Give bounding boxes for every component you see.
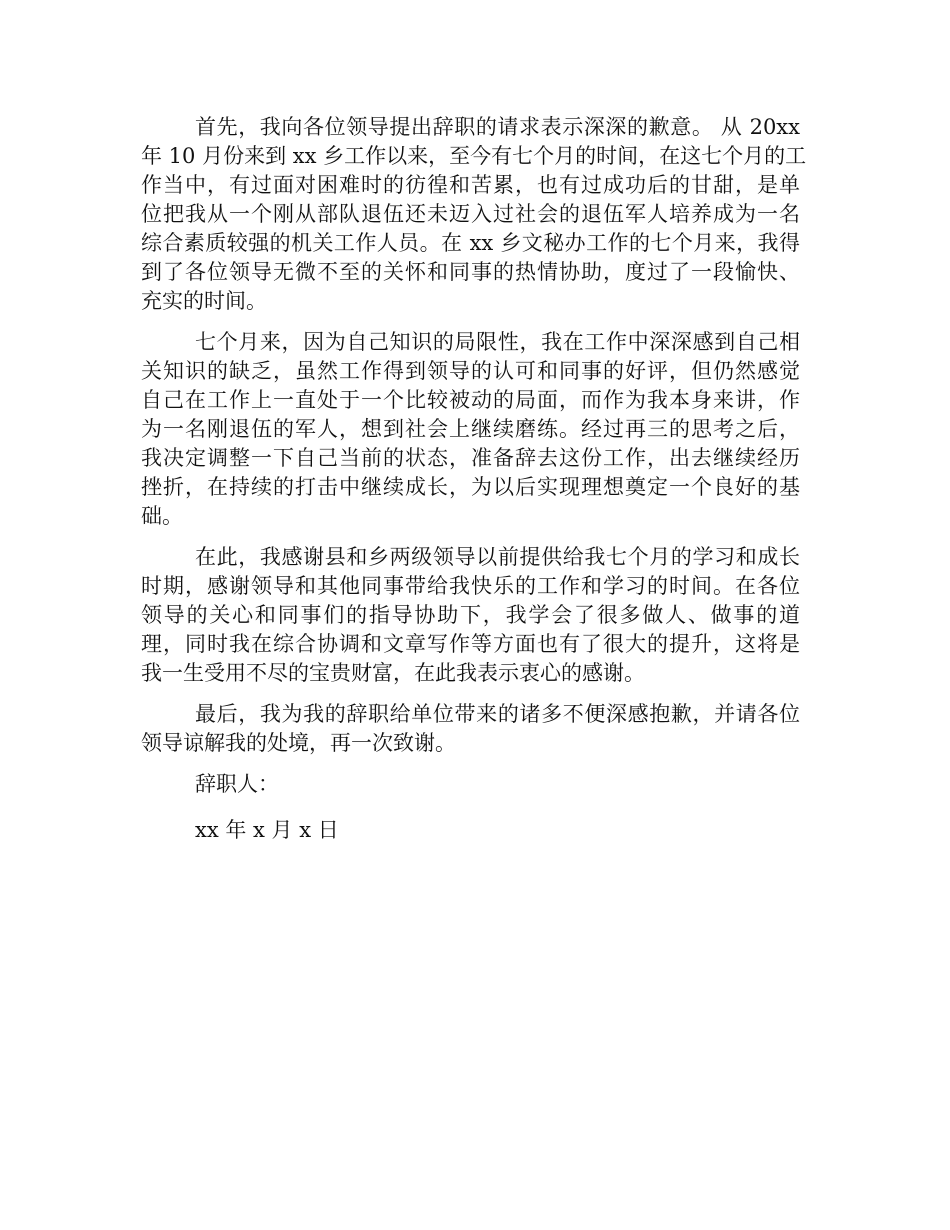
text-line: 充实的时间。 [141, 289, 267, 313]
letter-body [141, 113, 807, 758]
text-line: 础。 [141, 504, 183, 528]
text-line: 领导谅解我的处境，再一次致谢。 [141, 731, 456, 755]
text-line: 为一名刚退伍的军人，想到社会上继续磨练。经过再三的思考之后， [141, 417, 800, 441]
text-line: 最后，我为我的辞职给单位带来的诸多不便深感抱歉，并请各位 [195, 702, 800, 726]
text-line: 领导的关心和同事们的指导协助下，我学会了很多做人、做事的道 [141, 603, 800, 627]
text-line: 自己在工作上一直处于一个比较被动的局面，而作为我本身来讲，作 [141, 388, 800, 412]
text-line: 关知识的缺乏，虽然工作得到领导的认可和同事的好评，但仍然感觉 [141, 359, 800, 383]
letter-date: xx 年 x 月 x 日 [195, 818, 339, 842]
resignation-letter [141, 113, 807, 862]
text-line: 理，同时我在综合协调和文章写作等方面也有了很大的提升，这将是 [141, 632, 800, 656]
text-line: 七个月来，因为自己知识的局限性，我在工作中深深感到自己相 [195, 330, 800, 354]
text-line: 位把我从一个刚从部队退伍还未迈入过社会的退伍军人培养成为一名 [141, 202, 800, 226]
paragraph [141, 113, 807, 316]
text-line: 首先，我向各位领导提出辞职的请求表示深深的歉意。 从 20xx [195, 115, 800, 139]
text-line: 我决定调整一下自己当前的状态，准备辞去这份工作，出去继续经历 [141, 446, 800, 470]
text-line: 到了各位领导无微不至的关怀和同事的热情协助，度过了一段愉快、 [141, 260, 800, 284]
text-line: 作当中，有过面对困难时的彷徨和苦累，也有过成功后的甘甜，是单 [141, 173, 800, 197]
text-line: 年 10 月份来到 xx 乡工作以来，至今有七个月的时间，在这七个月的工 [141, 144, 807, 168]
signature-label: 辞职人： [195, 772, 279, 796]
text-line: 时期，感谢领导和其他同事带给我快乐的工作和学习的时间。在各位 [141, 574, 800, 598]
text-line: 我一生受用不尽的宝贵财富，在此我表示衷心的感谢。 [141, 661, 645, 685]
text-line: 挫折，在持续的打击中继续成长，为以后实现理想奠定一个良好的基 [141, 475, 800, 499]
paragraph [141, 543, 800, 688]
text-line: 综合素质较强的机关工作人员。在 xx 乡文秘办工作的七个月来，我得 [141, 231, 800, 255]
text-line: 在此，我感谢县和乡两级领导以前提供给我七个月的学习和成长 [195, 545, 800, 569]
paragraph [141, 328, 800, 531]
paragraph [141, 700, 800, 758]
